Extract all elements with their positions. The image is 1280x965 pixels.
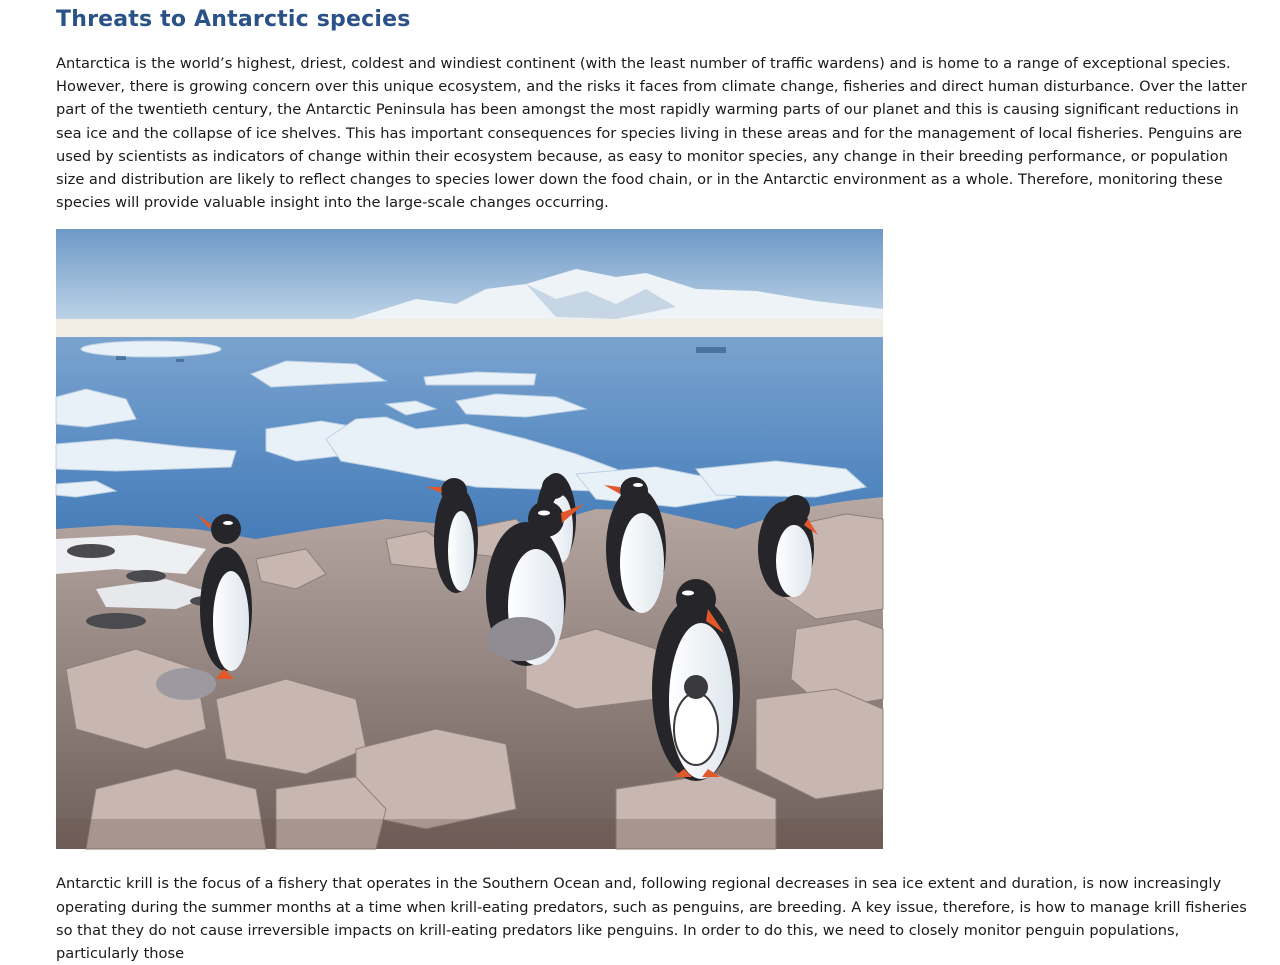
penguin-colony-photo (56, 229, 883, 849)
intro-paragraph: Antarctica is the world’s highest, driest, coldest and windiest continent (with the least number of traffic wardens) and is home to a range of exceptional species. However, there is growing concern over this unique ecosystem, and the risks it faces from climate change, fisheries and direct human disturbance. Over the latter part of the twentieth century, the Antarctic Peninsula has been amongst the most rapidly warming parts of our planet and this is causing significant reductions in sea ice and the collapse of ice shelves. This has important consequences for species living in these areas and for the management of local fisheries. Penguins are used by scientists as indicators of change within their ecosystem because, as easy to monitor species, any change in their breeding performance, or population size and distribution are likely to reflect changes to species lower down the food chain, or in the Antarctic environment as a whole. Therefore, monitoring these species will provide valuable insight into the large-scale changes occurring. (56, 55, 1247, 212)
section-heading: Threats to Antarctic species (56, 7, 411, 32)
krill-paragraph: Antarctic krill is the focus of a fishery that operates in the Southern Ocean and, following regional decreases in sea ice extent and duration, is now increasingly operating during the summer months at a time when krill-eating predators, such as penguins, are breeding. A key issue, therefore, is how to manage krill fisheries so that they do not cause irreversible impacts on krill-eating predators like penguins. In order to do this, we need to closely monitor penguin populations, particularly those (56, 875, 1247, 963)
article-content (56, 0, 1252, 965)
